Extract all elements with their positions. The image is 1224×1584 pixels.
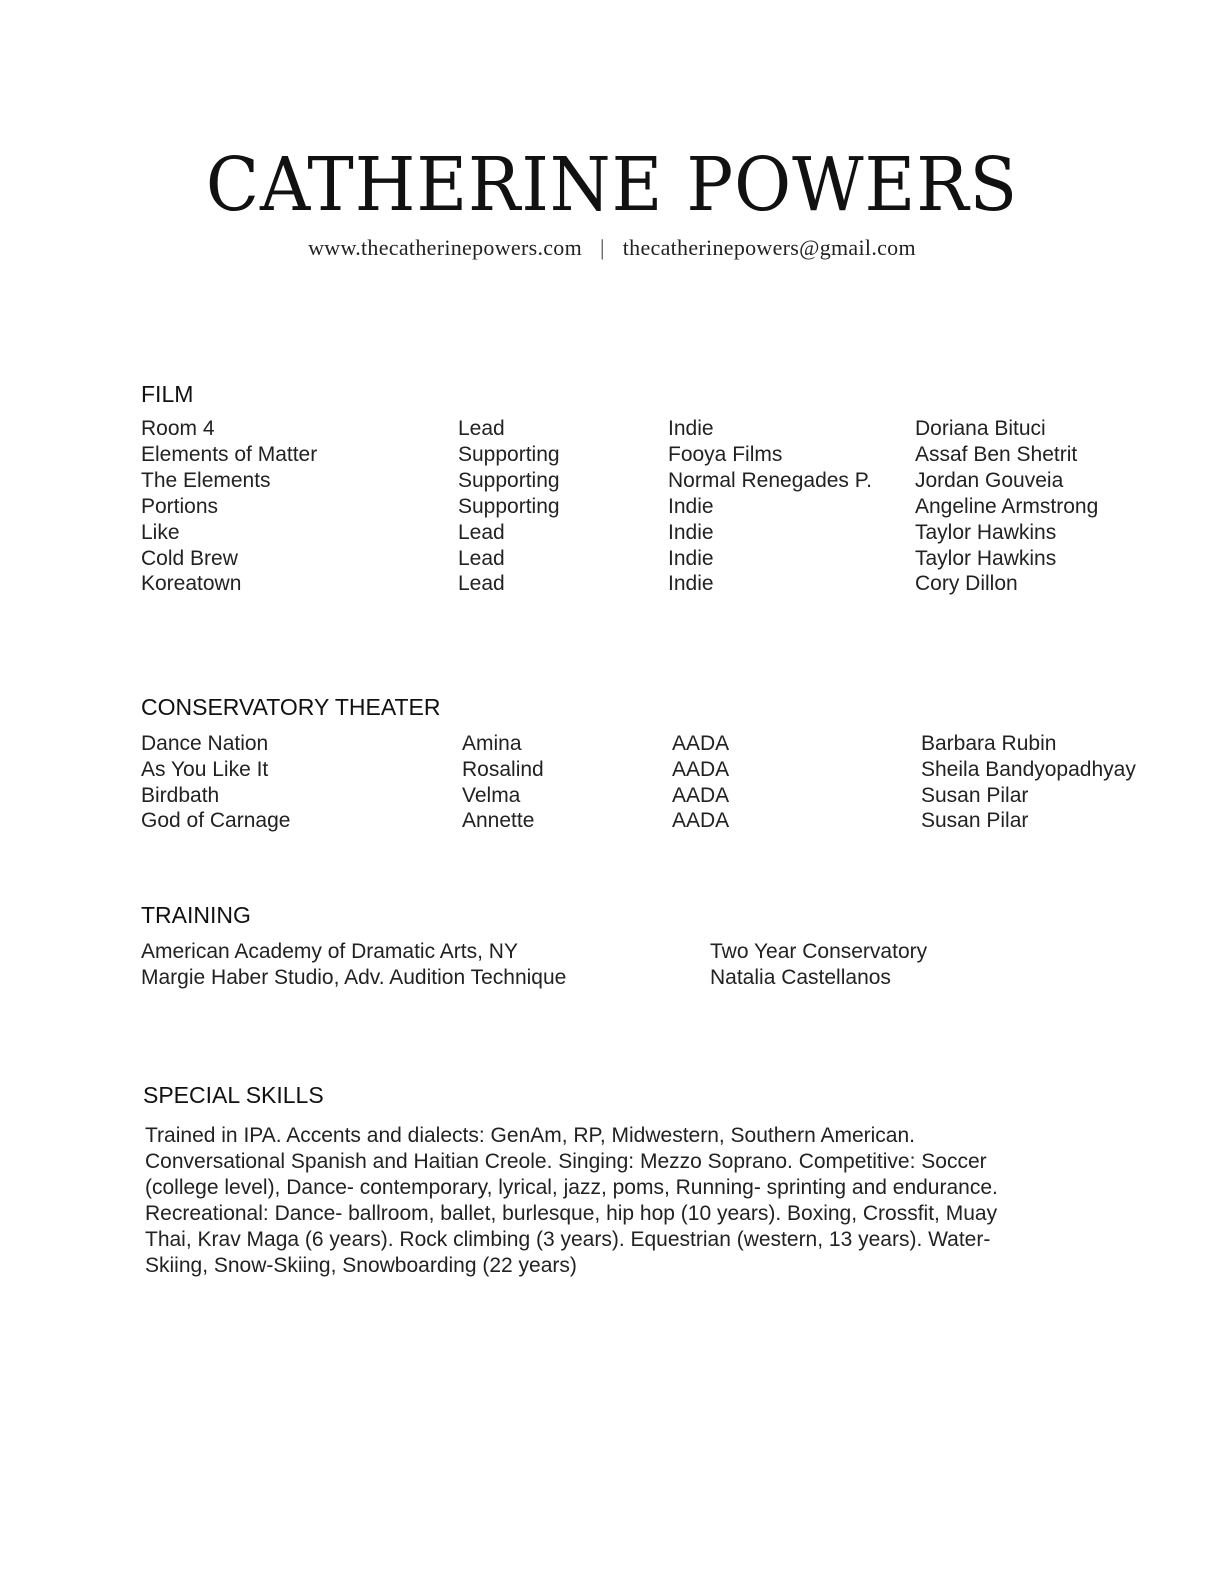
film-row <box>0 546 1224 572</box>
film-role: Lead <box>458 417 505 440</box>
contact-separator: | <box>600 235 605 260</box>
film-director: Jordan Gouveia <box>915 469 1064 492</box>
play-role: Velma <box>462 784 521 807</box>
play-role: Annette <box>462 809 535 832</box>
film-role: Supporting <box>458 469 560 492</box>
resume-name: CATHERINE POWERS <box>205 142 1019 228</box>
contact-line <box>0 235 1224 261</box>
film-company: Normal Renegades P. <box>668 469 872 492</box>
section-title-film: FILM <box>141 381 194 407</box>
film-role: Lead <box>458 521 505 544</box>
film-role: Lead <box>458 572 505 595</box>
film-company: Indie <box>668 547 714 570</box>
training-row <box>0 939 1224 965</box>
training-school: Margie Haber Studio, Adv. Audition Technique <box>141 966 567 989</box>
film-company: Fooya Films <box>668 443 783 466</box>
play-venue: AADA <box>672 758 730 781</box>
film-company: Indie <box>668 521 714 544</box>
training-school: American Academy of Dramatic Arts, NY <box>141 940 518 963</box>
email-link[interactable]: thecatherinepowers@gmail.com <box>622 235 916 260</box>
play-role: Amina <box>462 732 522 755</box>
film-title: Room 4 <box>141 417 215 440</box>
play-director: Barbara Rubin <box>921 732 1057 755</box>
play-title: Birdbath <box>141 784 220 807</box>
training-program: Two Year Conservatory <box>710 940 928 963</box>
film-director: Cory Dillon <box>915 572 1018 595</box>
film-director: Angeline Armstrong <box>915 495 1099 518</box>
theater-row <box>0 808 1224 834</box>
section-title-training: TRAINING <box>141 902 251 928</box>
film-row <box>0 442 1224 468</box>
film-row <box>0 468 1224 494</box>
play-venue: AADA <box>672 784 730 807</box>
film-role: Lead <box>458 547 505 570</box>
film-company: Indie <box>668 417 714 440</box>
film-title: Elements of Matter <box>141 443 318 466</box>
film-row <box>0 494 1224 520</box>
play-director: Susan Pilar <box>921 809 1029 832</box>
play-title: God of Carnage <box>141 809 291 832</box>
film-role: Supporting <box>458 495 560 518</box>
film-company: Indie <box>668 572 714 595</box>
film-role: Supporting <box>458 443 560 466</box>
play-venue: AADA <box>672 809 730 832</box>
film-title: Koreatown <box>141 572 242 595</box>
film-title: Cold Brew <box>141 547 238 570</box>
film-title: Like <box>141 521 180 544</box>
film-title: The Elements <box>141 469 271 492</box>
theater-row <box>0 783 1224 809</box>
training-program: Natalia Castellanos <box>710 966 891 989</box>
theater-row <box>0 757 1224 783</box>
section-title-theater: CONSERVATORY THEATER <box>141 694 441 720</box>
film-company: Indie <box>668 495 714 518</box>
film-director: Assaf Ben Shetrit <box>915 443 1078 466</box>
skills-paragraph: Trained in IPA. Accents and dialects: GenAm, RP, Midwestern, Southern American. Conversational Spanish and Haitian Creole. Singing: Mezzo Soprano. Competitive: Soccer (college level), Dance- contemporary, lyrical, jazz, poms, Running- sprinting and endurance. Recreational: Dance- ballroom, ballet, burlesque, hip hop (10 years). Boxing, Crossfit, Muay Thai, Krav Maga (6 years). Rock climbing (3 years). Equestrian (western, 13 years). Water- Skiing, Snow-Skiing, Snowboarding (22 years) <box>145 1124 998 1277</box>
section-title-skills: SPECIAL SKILLS <box>143 1082 324 1108</box>
play-role: Rosalind <box>462 758 544 781</box>
film-row <box>0 571 1224 597</box>
play-director: Susan Pilar <box>921 784 1029 807</box>
film-row <box>0 416 1224 442</box>
website-link[interactable]: www.thecatherinepowers.com <box>308 235 583 260</box>
film-row <box>0 520 1224 546</box>
film-director: Doriana Bituci <box>915 417 1046 440</box>
play-title: Dance Nation <box>141 732 269 755</box>
play-director: Sheila Bandyopadhyay <box>921 758 1136 781</box>
training-row <box>0 965 1224 991</box>
film-director: Taylor Hawkins <box>915 547 1057 570</box>
play-title: As You Like It <box>141 758 269 781</box>
play-venue: AADA <box>672 732 730 755</box>
film-title: Portions <box>141 495 219 518</box>
film-director: Taylor Hawkins <box>915 521 1057 544</box>
theater-row <box>0 731 1224 757</box>
